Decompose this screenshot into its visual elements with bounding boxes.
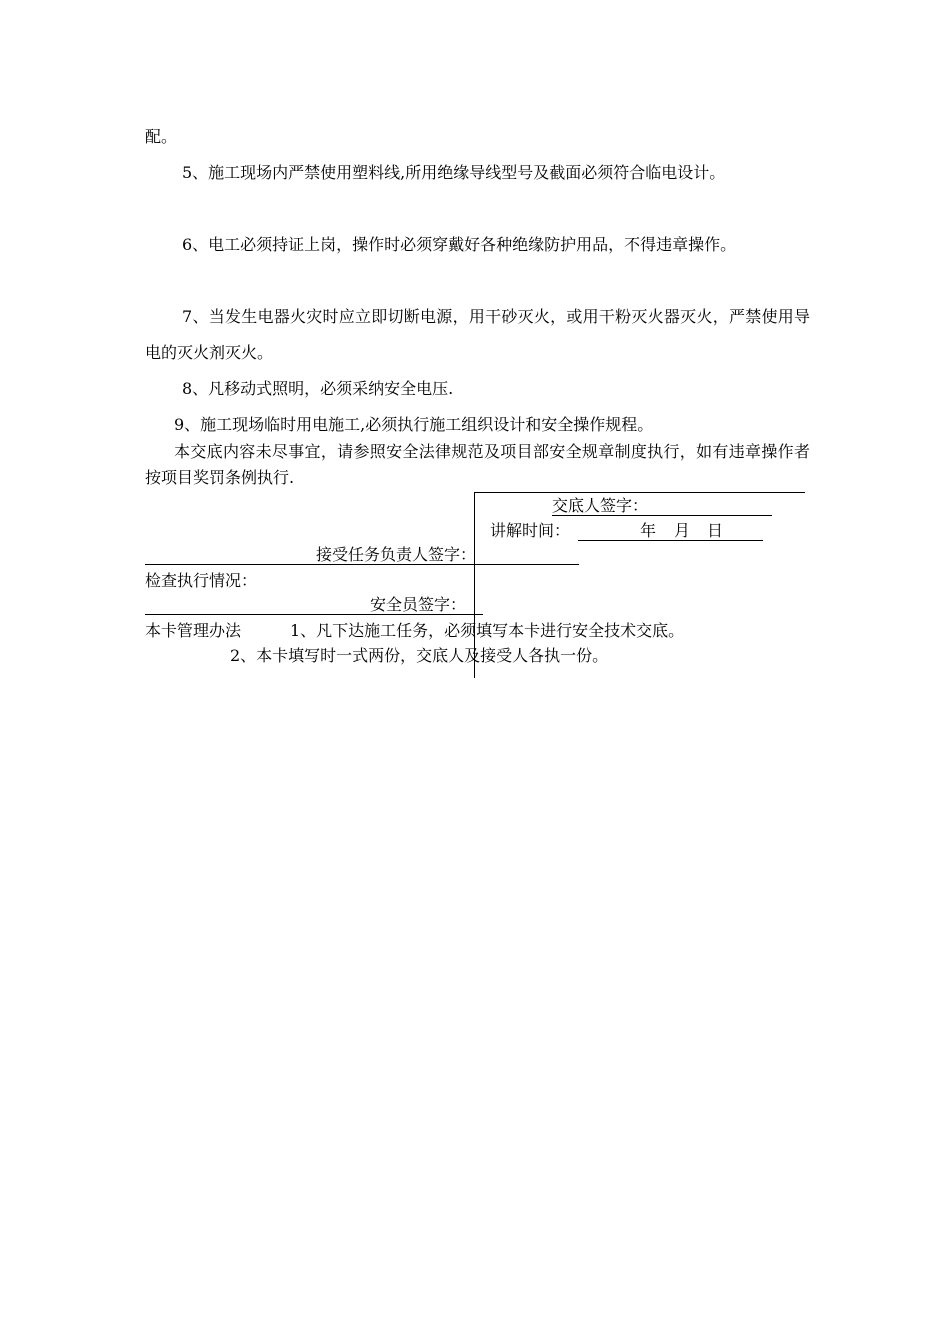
explain-time-label: 讲解时间： <box>490 521 571 540</box>
inspection-status-label: 检查执行情况： <box>145 571 258 590</box>
date-day-label: 日 <box>707 521 724 540</box>
management-item-1: 1、凡下达施工任务，必须填写本卡进行安全技术交底。 <box>290 621 685 640</box>
receiver-signature-underline <box>145 564 579 565</box>
paragraph-closing-note: 本交底内容未尽事宜，请参照安全法律规范及项目部安全规章制度执行，如有违章操作者按项目奖罚条例执行. <box>145 442 810 487</box>
management-method-label: 本卡管理办法 <box>145 621 242 640</box>
explain-time-underline <box>578 540 763 541</box>
management-item-2: 2、本卡填写时一式两份，交底人及接受人各执一份。 <box>230 646 609 665</box>
paragraph-item-6: 6、电工必须持证上岗，操作时必须穿戴好各种绝缘防护用品，不得违章操作。 <box>182 235 737 254</box>
safety-officer-underline <box>145 614 483 615</box>
paragraph-item-7: 7、当发生电器火灾时应立即切断电源，用干砂灭火，或用干粉灭火器灭火，严禁使用导电的灭火剂灭火。 <box>145 307 810 362</box>
date-month-label: 月 <box>674 521 691 540</box>
signature-box-top-rule <box>474 492 805 493</box>
date-year-label: 年 <box>640 521 657 540</box>
paragraph-item-8: 8、凡移动式照明，必须采纳安全电压. <box>182 379 454 398</box>
discloser-signature-label: 交底人签字： <box>552 496 649 515</box>
paragraph-item-5: 5、施工现场内严禁使用塑料线,所用绝缘导线型号及截面必须符合临电设计。 <box>182 163 726 182</box>
paragraph-continuation: 配。 <box>145 127 178 146</box>
safety-officer-signature-label: 安全员签字： <box>370 595 467 614</box>
discloser-signature-underline <box>552 515 772 516</box>
paragraph-item-9: 9、施工现场临时用电施工,必须执行施工组织设计和安全操作规程。 <box>174 415 654 434</box>
receiver-signature-label: 接受任务负责人签字： <box>316 545 477 564</box>
